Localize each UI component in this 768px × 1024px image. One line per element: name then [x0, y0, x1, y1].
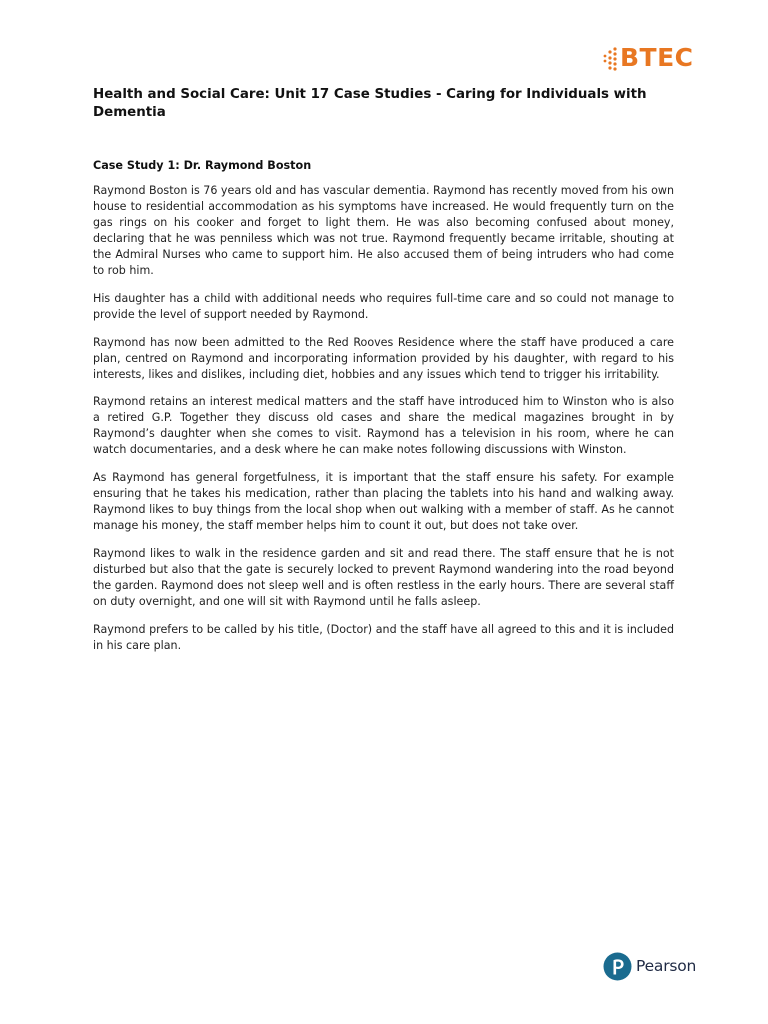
pearson-logo-text: Pearson [636, 957, 697, 975]
paragraph: His daughter has a child with additional needs who requires full-time care and so could not manage to provide the level of support needed by Raymond. [93, 291, 674, 321]
btec-dots-icon [602, 46, 620, 72]
pearson-p-icon [603, 952, 632, 981]
paragraph: Raymond retains an interest medical matters and the staff have introduced him to Winston who is also a retired G.P. Together they discuss old cases and share the medical magazines brought in by Raymond’s daughter when she comes to visit. Raymond has a television in his room, where he can watch documentaries, and a desk where he can make notes following discussions with Winston. [93, 395, 674, 457]
document-title: Health and Social Care: Unit 17 Case Studies - Caring for Individuals with Dementia [93, 87, 647, 120]
btec-logo [602, 42, 702, 74]
case-study-body [93, 183, 674, 666]
paragraph: Raymond Boston is 76 years old and has vascular dementia. Raymond has recently moved from his own house to residential accommodation as his symptoms have increased. He would frequently turn on the gas rings on his cooker and forget to light them. He was also becoming confused about money, declaring that he was penniless which was not true. Raymond frequently became irritable, shouting at the Admiral Nurses who came to support him. He also accused them of being intruders who had come to rob him. [93, 184, 674, 277]
case-study-heading: Case Study 1: Dr. Raymond Boston [93, 159, 312, 172]
btec-logo-text: BTEC [620, 43, 694, 72]
paragraph: Raymond likes to walk in the residence garden and sit and read there. The staff ensure that he is not disturbed but also that the gate is securely locked to prevent Raymond wandering into the road beyond the garden. Raymond does not sleep well and is often restless in the early hours. There are several staff on duty overnight, and one will sit with Raymond until he falls asleep. [93, 547, 674, 608]
paragraph: As Raymond has general forgetfulness, it is important that the staff ensure his safety. For example ensuring that he takes his medication, rather than placing the tablets into his hand and walking away. Raymond likes to buy things from the local shop when out walking with a member of staff. As he cannot manage his money, the staff member helps him to count it out, but does not take over. [93, 471, 674, 533]
paragraph: Raymond has now been admitted to the Red Rooves Residence where the staff have produced a care plan, centred on Raymond and incorporating information provided by his daughter, with regard to his interests, likes and dislikes, including diet, hobbies and any issues which tend to trigger his irritability. [93, 335, 674, 381]
pearson-logo [603, 952, 703, 984]
paragraph: Raymond prefers to be called by his title, (Doctor) and the staff have all agreed to this and it is included in his care plan. [93, 622, 674, 652]
